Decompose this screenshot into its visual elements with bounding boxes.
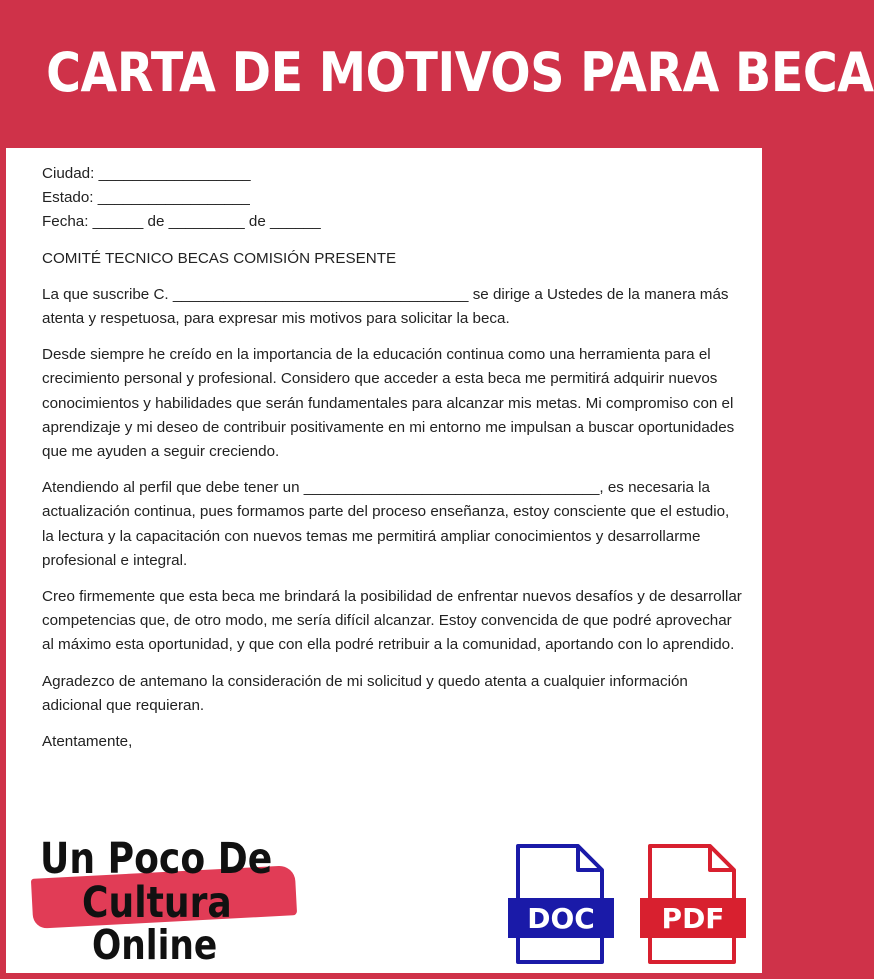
- logo-line-2: Cultura: [82, 878, 232, 928]
- pdf-download-icon[interactable]: [638, 844, 748, 968]
- logo-line-1: Un Poco De: [40, 834, 273, 884]
- logo-line-3: Online: [92, 921, 218, 969]
- doc-label: DOC: [527, 902, 595, 935]
- ciudad-line: Ciudad: __________________: [42, 165, 251, 182]
- pdf-label: PDF: [661, 902, 725, 935]
- header-banner: [0, 0, 874, 148]
- paragraph-4: Creo firmemente que esta beca me brindará la posibilidad de enfrentar nuevos desafíos y de desarrollar competencias que, de otro modo, me sería difícil alcanzar. Estoy convencida de que podré aprovechar al máximo esta oportunidad, y que con ella podré retribuir a la comunidad, aportando con lo aprendido.: [42, 588, 742, 654]
- paragraph-3: Atendiendo al perfil que debe tener un ___________________________________, es necesaria la actualización continua, pues formamos parte del proceso enseñanza, estoy consciente que el estudio, la lectura y la capacitación con nuevos temas me permitirá ampliar conocimientos y desarrollarme profesional e integral.: [42, 479, 730, 569]
- closing-line: Atentamente,: [42, 733, 133, 751]
- fecha-line: Fecha: ______ de _________ de ______: [42, 213, 321, 231]
- paragraph-2: Desde siempre he creído en la importancia de la educación continua como una herramienta para el crecimiento personal y profesional. Considero que acceder a esta beca me permitirá adquirir nuevos conocimientos y habilidades que serán fundamentales para alcanzar mis metas. Mi compromiso con el aprendizaje y mi deseo de contribuir positivamente en mi entorno me impulsan a buscar oportunidades que me ayuden a seguir creciendo.: [42, 346, 735, 461]
- letter-body: [42, 162, 742, 754]
- paragraph-1: La que suscribe C. ___________________________________ se dirige a Ustedes de la manera más atenta y respetuosa, para expresar mis motivos para solicitar la beca.: [42, 285, 729, 328]
- page-title: CARTA DE MOTIVOS PARA BECA: [46, 41, 874, 104]
- estado-line: Estado: __________________: [42, 189, 250, 207]
- paragraph-5: Agradezco de antemano la consideración de mi solicitud y quedo atenta a cualquier información adicional que requieran.: [42, 672, 688, 714]
- doc-download-icon[interactable]: [506, 844, 616, 968]
- document-page: [6, 148, 762, 973]
- recipient-line: COMITÉ TECNICO BECAS COMISIÓN PRESENTE: [42, 249, 397, 267]
